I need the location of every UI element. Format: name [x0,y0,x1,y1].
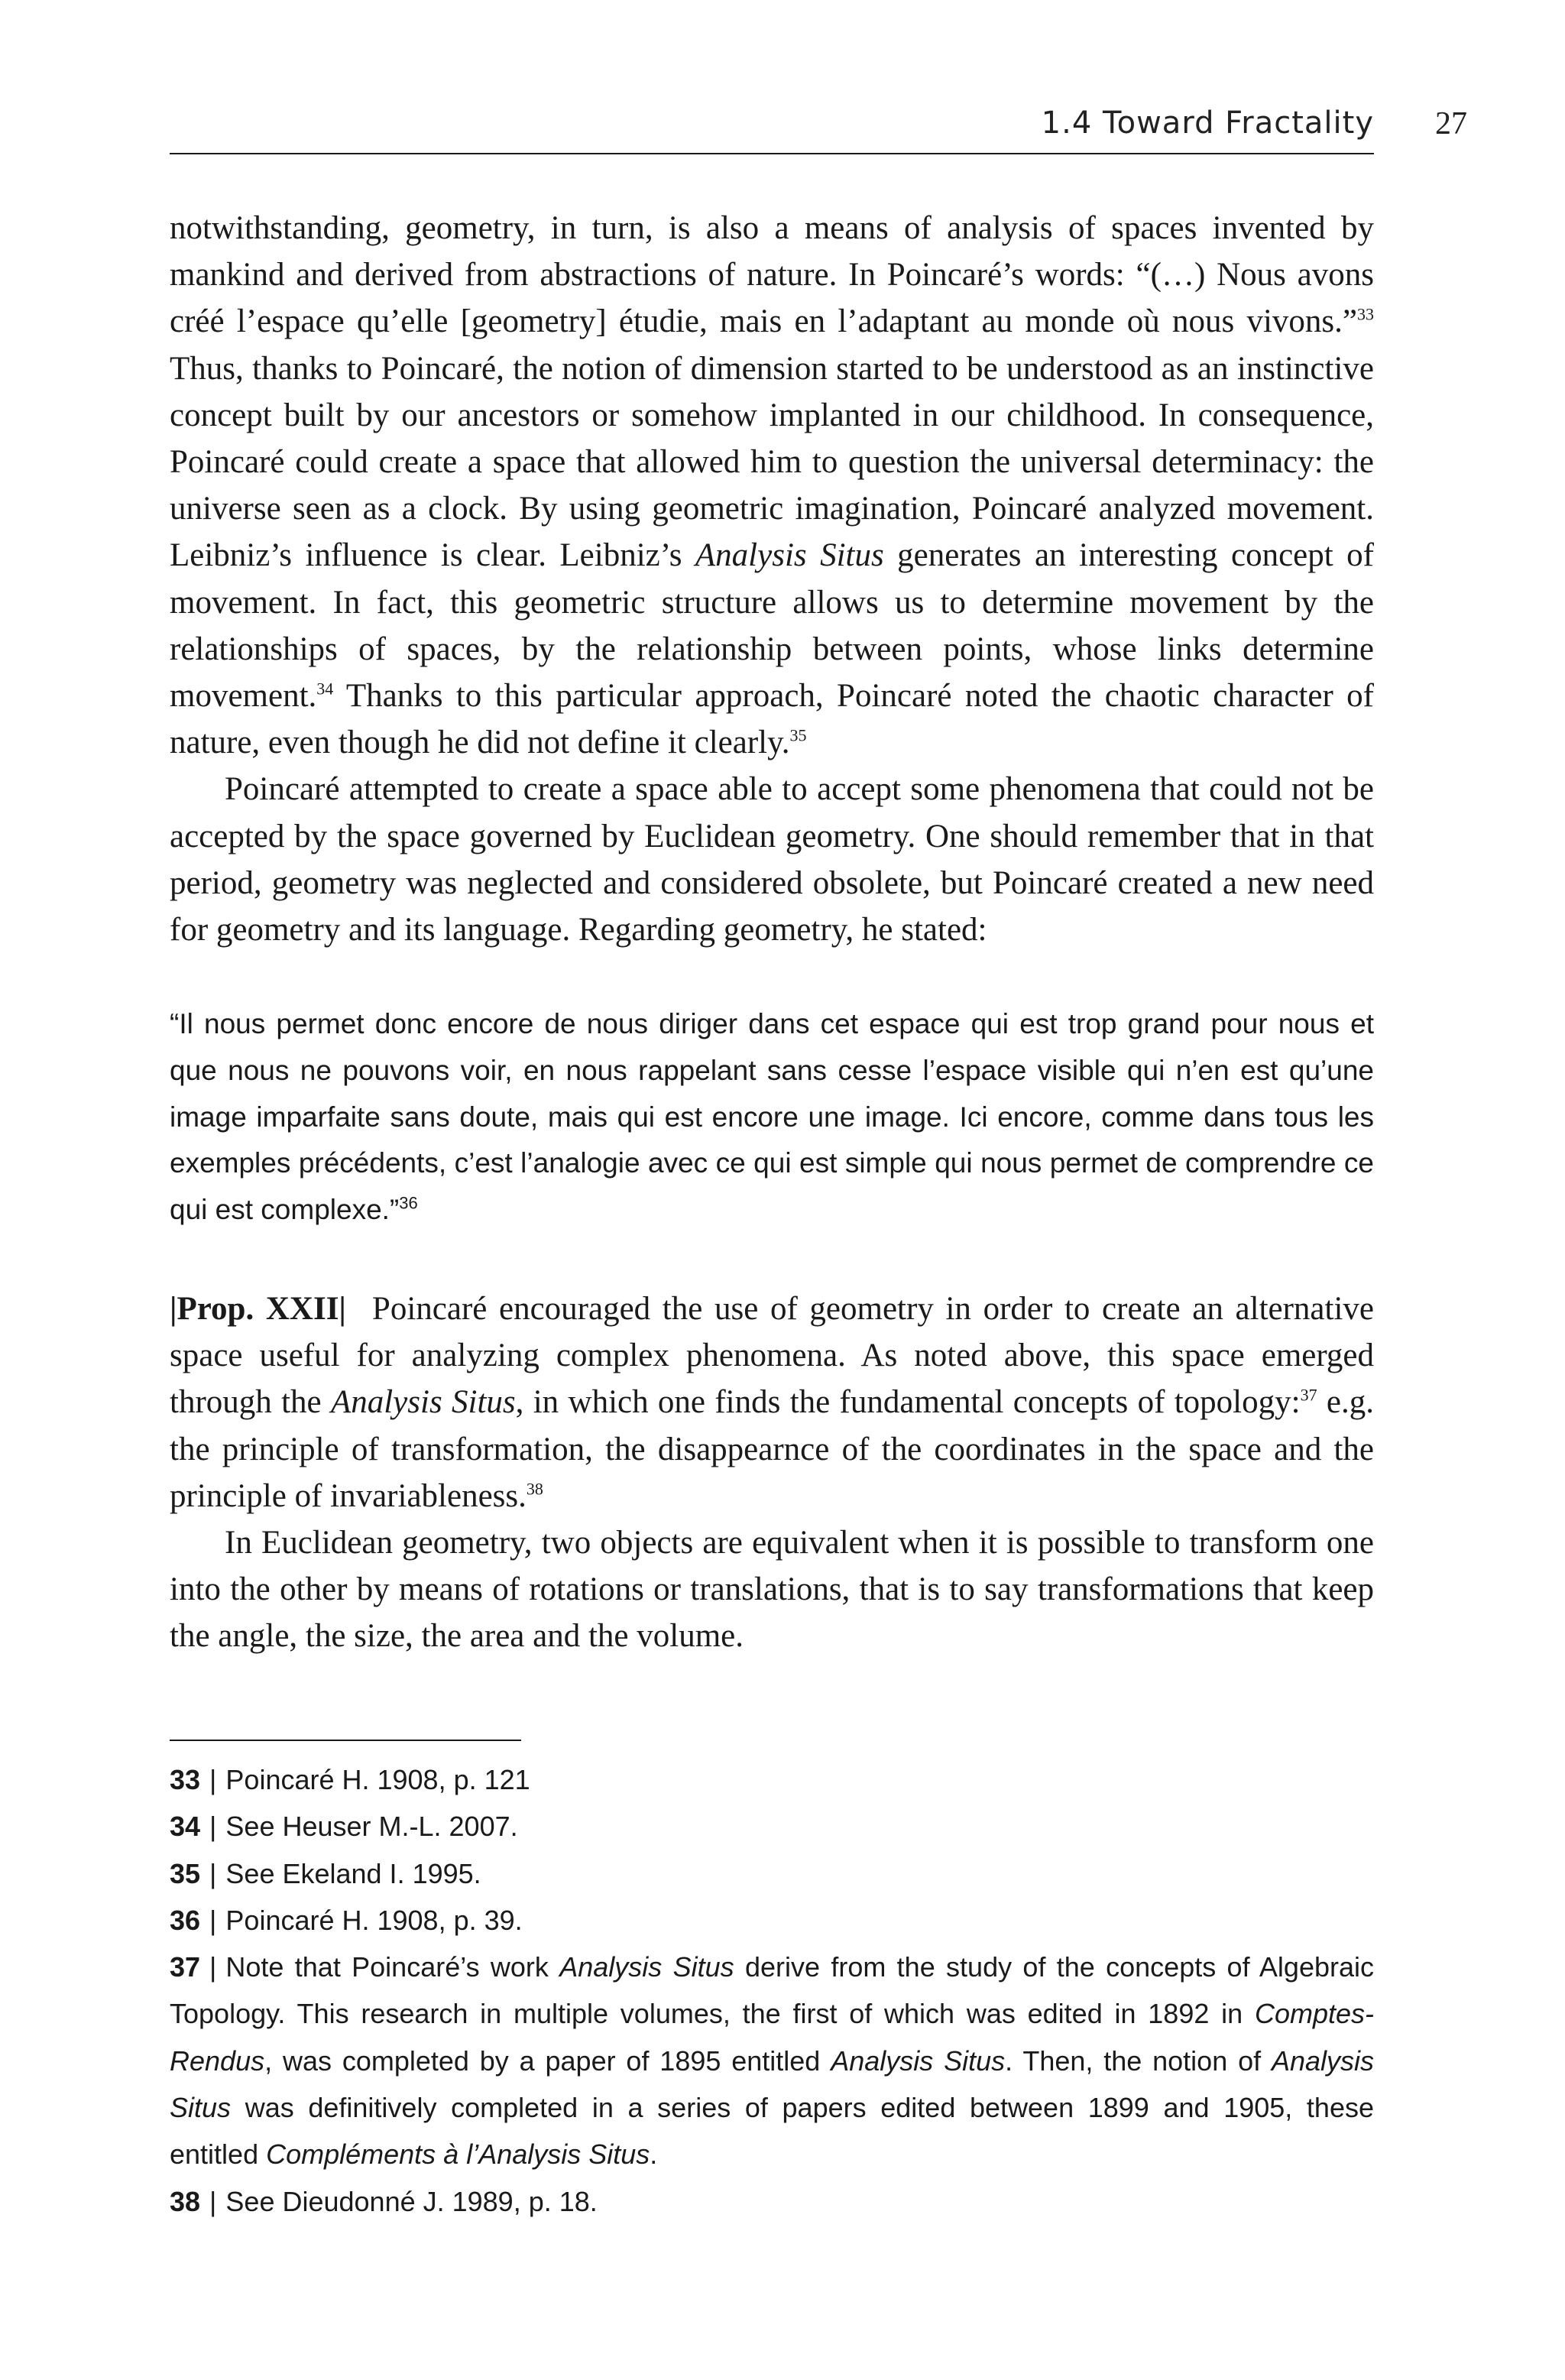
footnote [170,1803,1374,1850]
footnote-ref: 34 [316,679,334,699]
footnote-number: 35 [170,1857,201,1889]
block-quote [170,1001,1374,1234]
footnote-number: 36 [170,1904,201,1936]
running-head: 1.4 Toward Fractality [1041,105,1374,141]
footnote [170,1756,1374,1803]
body-text-lower [170,1286,1374,1660]
footnote-separator: | [209,1904,217,1936]
paragraph: In Euclidean geometry, two objects are equivalent when it is possible to transform one into the other by means of rotations or translations, that is to say transformations that keep the angle, the size, the area and the volume. [170,1525,1374,1655]
footnote-text: See Dieudonné J. 1989, p. 18. [225,2185,598,2217]
paragraph [170,1286,1374,1519]
footnote-text: See Ekeland I. 1995. [225,1857,481,1889]
footnote [170,1944,1374,2177]
footnote-divider [170,1740,521,1741]
proposition-label: |Prop. XXII| [170,1291,346,1327]
text-run: e.g. the principle of transformation, the disappearnce of the coordinates in the space and the principle of invariableness. [170,1384,1374,1514]
footnote-ref: 38 [526,1479,543,1499]
text-run: notwithstanding, geometry, in turn, is also a means of analysis of spaces invented by mankind and derived from abstractions of nature. In Poincaré’s words: “(…) Nous avons créé l’espace qu’elle [geometry] étudie, mais en l’adaptant au monde où nous vivons.” [170,210,1374,340]
footnote-separator: | [209,1764,217,1795]
footnote-text: derive from the study of the concepts of Algebraic Topology. This research in multiple volumes, the first of which was edited in 1892 in [170,1951,1374,2030]
footnote-number: 38 [170,2185,201,2217]
footnote-text: . Then, the notion of [1005,2044,1272,2077]
italic-title: Analysis Situs [831,2044,1006,2077]
footnote-ref: 36 [399,1193,418,1213]
text-run: generates an interesting concept of movement. In fact, this geometric structure allows us to determine movement by the relationships of spaces, by the relationship between points, whose links determine movement. [170,537,1375,715]
text-run: Thus, thanks to Poincaré, the notion of dimension started to be understood as an instinctive concept built by our ancestors or somehow implanted in our childhood. In consequence, Poincaré could create a space that allowed him to question the universal determinacy: the universe seen as a clock. By using geometric imagination, Poincaré analyzed movement. Leibniz’s influence is clear. Leibniz’s [170,350,1374,574]
footnote-text: Poincaré H. 1908, p. 39. [225,1904,523,1936]
footnote-text: , was completed by a paper of 1895 entitled [264,2044,831,2077]
footnote-separator: | [209,2185,217,2217]
footnote-text: Poincaré H. 1908, p. 121 [225,1764,530,1795]
footnote [170,1850,1374,1897]
footnote-separator: | [209,1951,217,1983]
text-run: Poincaré encouraged the use of geometry in order to create an alternative space useful for analyzing complex phenomena. As noted above, this space emerged through the [170,1291,1374,1421]
text-run: Thanks to this particular approach, Poincaré noted the chaotic character of nature, even though he did not define it clearly. [170,678,1374,761]
footnote-text: was definitively completed in a series of papers edited between 1899 and 1905, these entitled [170,2092,1374,2171]
footnote [170,2178,1374,2225]
text-run: , in which one finds the fundamental concepts of topology: [515,1384,1301,1421]
footnote-ref: 37 [1300,1386,1317,1406]
footnote-number: 37 [170,1951,201,1983]
footnote-ref: 35 [789,725,807,745]
footnote-text: Note that Poincaré’s work [225,1951,560,1983]
italic-title: Analysis Situs [695,537,884,574]
footnote-separator: | [209,1857,217,1889]
footnote-number: 34 [170,1811,201,1843]
italic-title: Compléments à l’Analysis Situs [266,2138,650,2171]
footnote-number: 33 [170,1764,201,1795]
text-run: “Il nous permet donc encore de nous diriger dans cet espace qui est trop grand pour nous et que nous ne pouvons voir, en nous rappelant sans cesse l’espace visible qui n’en est qu’une image imparfaite sans doute, mais qui est encore une image. Ici encore, comme dans tous les exemples précédents, c’est l’analogie avec ce qui est simple qui nous permet de comprendre ce qui est complexe.” [170,1008,1374,1226]
page-number: 27 [1435,106,1467,141]
italic-title: Analysis Situs [330,1384,516,1421]
footnote-ref: 33 [1357,305,1374,325]
paragraph [170,205,1374,766]
footnote-separator: | [209,1811,217,1843]
italic-title: Comptes-Rendus [170,1998,1374,2077]
italic-title: Analysis Situs [170,2044,1374,2124]
body-text-upper [170,205,1374,953]
page-header [170,102,1374,154]
footnote-text: . [650,2138,658,2171]
footnotes [170,1756,1374,2225]
quote-text [170,1001,1374,1234]
footnote [170,1897,1374,1944]
paragraph: Poincaré attempted to create a space able to accept some phenomena that could not be accepted by the space governed by Euclidean geometry. One should remember that in that period, geometry was neglected and considered obsolete, but Poincaré created a new need for geometry and its language. Regarding geometry, he stated: [170,771,1374,948]
footnote-text: See Heuser M.-L. 2007. [225,1811,518,1843]
italic-title: Analysis Situs [559,1951,734,1983]
